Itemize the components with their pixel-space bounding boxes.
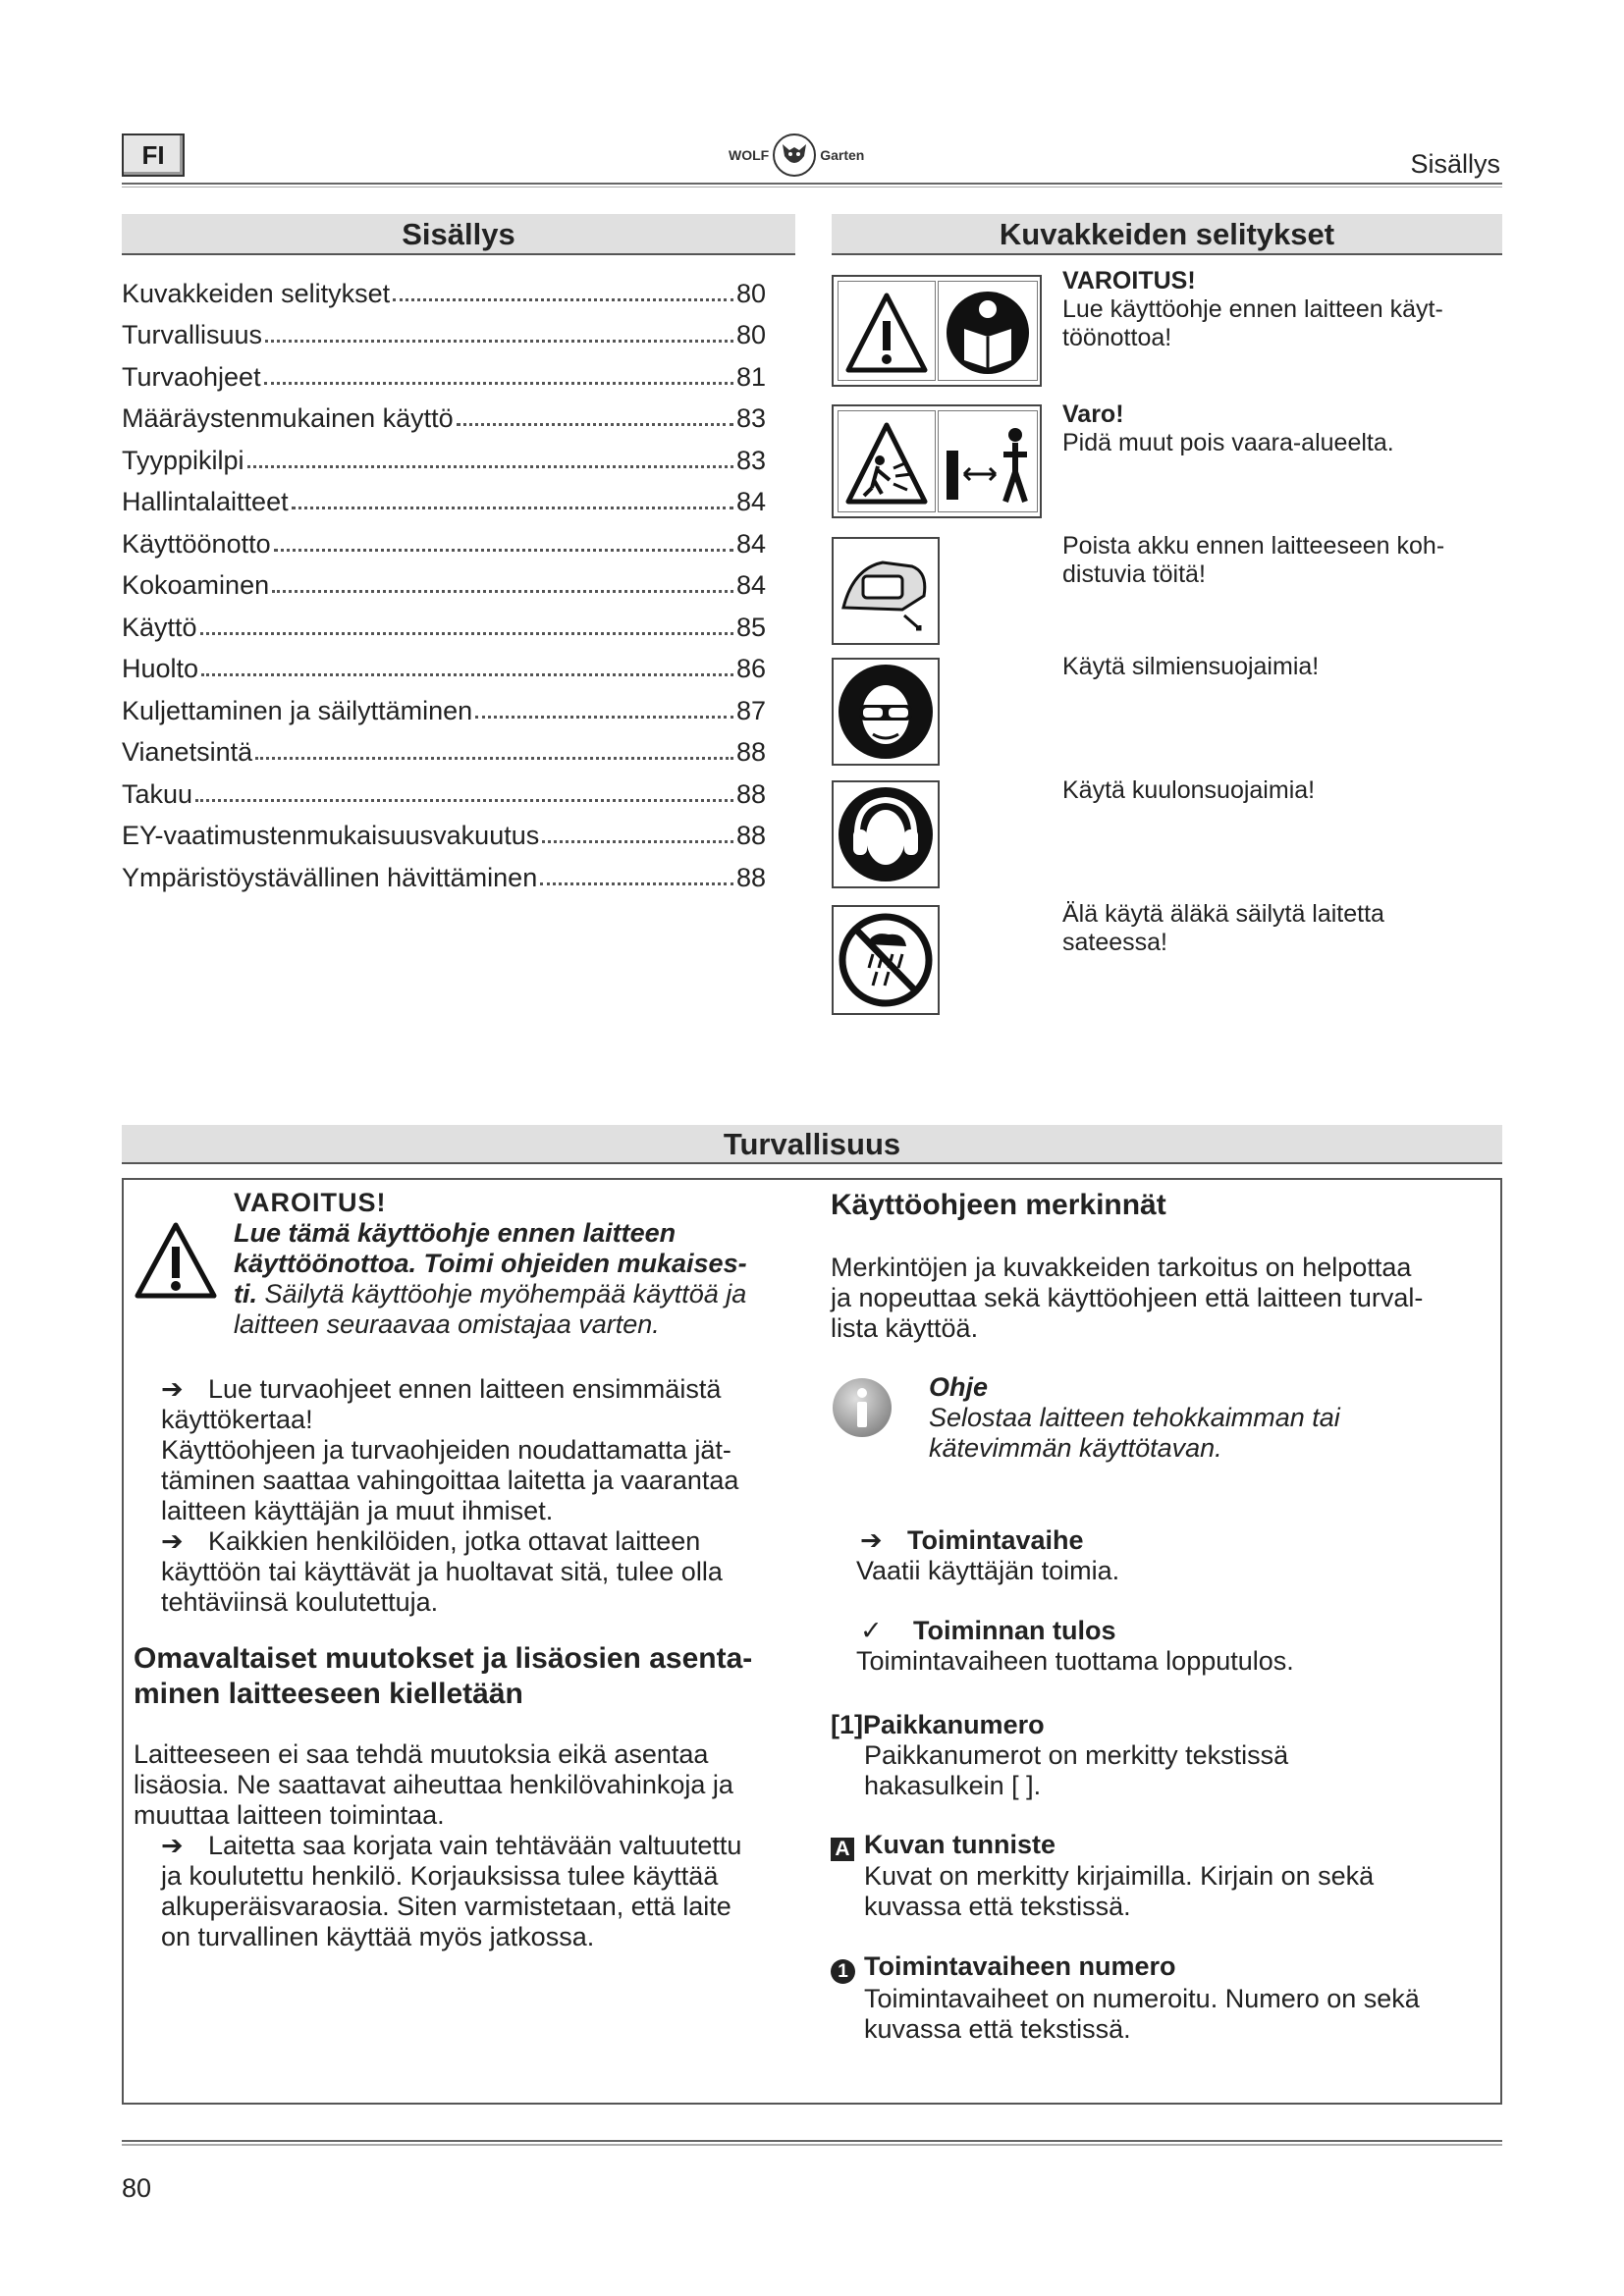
language-badge: FI bbox=[122, 133, 185, 177]
info-icon bbox=[831, 1376, 893, 1444]
toc-entry-page: 88 bbox=[735, 821, 766, 850]
toc-leader-dots bbox=[457, 423, 733, 426]
legend-step: ➔ Toimintavaihe Vaatii käyttäjän toimia. bbox=[856, 1525, 1120, 1585]
toc-leader-dots bbox=[200, 632, 733, 635]
toc-entry-page: 86 bbox=[735, 654, 766, 683]
toc-entry-label: Takuu bbox=[122, 778, 193, 809]
toc-entry-label: Kuljettaminen ja säilyttäminen bbox=[122, 695, 473, 725]
toc-entry-label: Määräystenmukainen käyttö bbox=[122, 403, 454, 433]
toc-leader-dots bbox=[393, 298, 733, 301]
toc-entry-label: Vianetsintä bbox=[122, 737, 253, 767]
toc-entry bbox=[122, 684, 766, 726]
toc-entry-label: Käyttöönotto bbox=[122, 528, 271, 559]
arrow-icon: ➔ bbox=[161, 1526, 184, 1556]
modifications-text: Laitteeseen ei saa tehdä muutoksia eikä asentaa lisäosia. Ne saattavat aiheuttaa henkilövahinkoja ja muuttaa laitteen toimintaa. ➔ Laitetta saa korjata vain tehtävään valtuutettu ja koulutettu henkilö. Korjauksissa tulee käyttää alkuperäisvaraosia. Siten varmistetaan, että laite on turvallinen käyttää myös jatkossa. bbox=[134, 1739, 742, 1951]
toc-entry-page: 80 bbox=[735, 320, 766, 349]
symbol-desc-1: VAROITUS! Lue käyttöohje ennen laitteen käyt- töönottoa! bbox=[1062, 267, 1443, 351]
toc-entry bbox=[122, 810, 766, 852]
toc-entry bbox=[122, 560, 766, 602]
symbol-desc-6: Älä käytä äläkä säilytä laitetta sateessa! bbox=[1062, 900, 1384, 956]
symbol-desc-5: Käytä kuulonsuojaimia! bbox=[1062, 776, 1316, 804]
toc-entry-page: 88 bbox=[735, 862, 766, 892]
safety-warning: VAROITUS! Lue tämä käyttöohje ennen laitteen käyttöönottoa. Toimi ohjeiden mukaises- ti. Säilytä käyttöohje myöhempää käyttöä ja laitteen seuraavaa omistajaa varten. bbox=[234, 1188, 747, 1339]
toc-entry-page: 81 bbox=[735, 361, 766, 392]
legend-step-number: 1 Toimintavaiheen numero Toimintavaiheet on numeroitu. Numero on sekä kuvassa että tekstissä. bbox=[831, 1951, 1489, 2045]
toc-leader-dots bbox=[264, 382, 733, 385]
toc-entry bbox=[122, 309, 766, 351]
toc-entry-label: Käyttö bbox=[122, 612, 197, 642]
toc-entry bbox=[122, 517, 766, 560]
toc-entry-label: Turvaohjeet bbox=[122, 361, 261, 392]
toc-entry-page: 88 bbox=[735, 778, 766, 809]
step-number-badge: 1 bbox=[831, 1959, 855, 1984]
toc-entry bbox=[122, 601, 766, 643]
toc-title: Sisällys bbox=[122, 214, 795, 255]
header-section-title: Sisällys bbox=[1410, 149, 1500, 179]
legend-position-number: [1]Paikkanumero Paikkanumerot on merkitty tekstissä hakasulkein [ ]. bbox=[831, 1710, 1289, 1800]
warning-and-read-manual-icon bbox=[832, 275, 1042, 387]
toc-entry-page: 84 bbox=[735, 570, 766, 600]
header-divider bbox=[122, 183, 1502, 187]
toc-entry-page: 83 bbox=[735, 445, 766, 475]
toc-leader-dots bbox=[274, 549, 733, 552]
legend-intro: Merkintöjen ja kuvakkeiden tarkoitus on helpottaa ja nopeuttaa sekä käyttöohjeen että laitteen turval- lista käyttöä. bbox=[831, 1253, 1424, 1343]
toc-entry bbox=[122, 393, 766, 435]
hint-block: Ohje Selostaa laitteen tehokkaimman tai kätevimmän käyttötavan. bbox=[929, 1372, 1340, 1463]
toc-entry-page: 88 bbox=[735, 737, 766, 767]
toc-leader-dots bbox=[272, 590, 733, 593]
toc-entry bbox=[122, 768, 766, 810]
legend-heading: Käyttöohjeen merkinnät bbox=[831, 1189, 1166, 1221]
toc-leader-dots bbox=[201, 673, 733, 676]
toc-leader-dots bbox=[255, 757, 733, 760]
brand-logo: WOLF Garten bbox=[729, 133, 864, 177]
toc-entry bbox=[122, 726, 766, 769]
safety-title: Turvallisuus bbox=[122, 1125, 1502, 1164]
toc-leader-dots bbox=[542, 840, 733, 843]
toc-entry-page: 87 bbox=[735, 695, 766, 725]
symbol-desc-3: Poista akku ennen laitteeseen koh- distuvia töitä! bbox=[1062, 532, 1445, 588]
toc-leader-dots bbox=[292, 507, 733, 509]
toc-leader-dots bbox=[265, 340, 733, 343]
flying-objects-keep-distance-icon bbox=[832, 404, 1042, 518]
figure-letter-badge: A bbox=[831, 1838, 854, 1861]
toc-entry-page: 85 bbox=[735, 612, 766, 642]
footer-divider bbox=[122, 2140, 1502, 2146]
safety-instructions: ➔ Lue turvaohjeet ennen laitteen ensimmäistä käyttökertaa! Käyttöohjeen ja turvaohjeiden noudattamatta jät- täminen saattaa vahingoittaa laitetta ja vaarantaa laitteen käyttäjän ja muut ihmiset. ➔ Kaikkien henkilöiden, jotka ottavat laitteen käyttöön tai käyttävät ja huoltavat sitä, tulee olla tehtäviinsä koulutettuja. bbox=[161, 1374, 739, 1617]
toc-entry bbox=[122, 476, 766, 518]
toc-entry-label: Hallintalaitteet bbox=[122, 487, 289, 516]
toc-entry-page: 83 bbox=[735, 403, 766, 433]
symbol-desc-4: Käytä silmiensuojaimia! bbox=[1062, 653, 1320, 680]
toc-entry-label: Tyyppikilpi bbox=[122, 445, 244, 475]
toc-entry-label: Huolto bbox=[122, 654, 199, 683]
table-of-contents bbox=[122, 267, 766, 893]
toc-entry bbox=[122, 267, 766, 309]
toc-entry-page: 84 bbox=[735, 528, 766, 559]
toc-leader-dots bbox=[195, 799, 733, 802]
arrow-icon: ➔ bbox=[161, 1374, 184, 1404]
symbol-desc-2: Varo! Pidä muut pois vaara-alueelta. bbox=[1062, 400, 1394, 456]
toc-entry-label: Kuvakkeiden selitykset bbox=[122, 278, 391, 308]
no-rain-icon bbox=[832, 905, 940, 1015]
toc-entry-label: EY-vaatimustenmukaisuusvakuutus bbox=[122, 821, 540, 850]
eye-protection-icon bbox=[832, 658, 940, 766]
warning-triangle-icon bbox=[134, 1221, 218, 1305]
symbols-title: Kuvakkeiden selitykset bbox=[832, 214, 1502, 255]
toc-leader-dots bbox=[540, 882, 733, 885]
toc-entry-page: 84 bbox=[735, 487, 766, 516]
toc-entry-label: Kokoaminen bbox=[122, 570, 270, 600]
arrow-icon: ➔ bbox=[860, 1525, 883, 1555]
remove-battery-icon bbox=[832, 537, 940, 645]
toc-leader-dots bbox=[247, 465, 733, 468]
toc-entry bbox=[122, 851, 766, 893]
toc-entry-page: 80 bbox=[735, 278, 766, 308]
toc-entry bbox=[122, 643, 766, 685]
toc-leader-dots bbox=[475, 716, 733, 719]
page-number: 80 bbox=[122, 2173, 152, 2203]
arrow-icon: ➔ bbox=[161, 1831, 184, 1860]
toc-entry-label: Turvallisuus bbox=[122, 320, 263, 349]
toc-entry-label: Ympäristöystävällinen hävittäminen bbox=[122, 862, 538, 892]
checkmark-icon: ✓ bbox=[860, 1616, 883, 1645]
toc-entry bbox=[122, 434, 766, 476]
toc-entry bbox=[122, 350, 766, 393]
legend-figure-id: A Kuvan tunniste Kuvat on merkitty kirjaimilla. Kirjain on sekä kuvassa että tekstissä. bbox=[831, 1830, 1489, 1922]
legend-result: ✓ Toiminnan tulos Toimintavaiheen tuottama lopputulos. bbox=[856, 1616, 1294, 1676]
modifications-heading: Omavaltaiset muutokset ja lisäosien asenta- minen laitteeseen kielletään bbox=[134, 1642, 753, 1710]
wolf-head-icon bbox=[773, 133, 816, 177]
ear-protection-icon bbox=[832, 780, 940, 888]
